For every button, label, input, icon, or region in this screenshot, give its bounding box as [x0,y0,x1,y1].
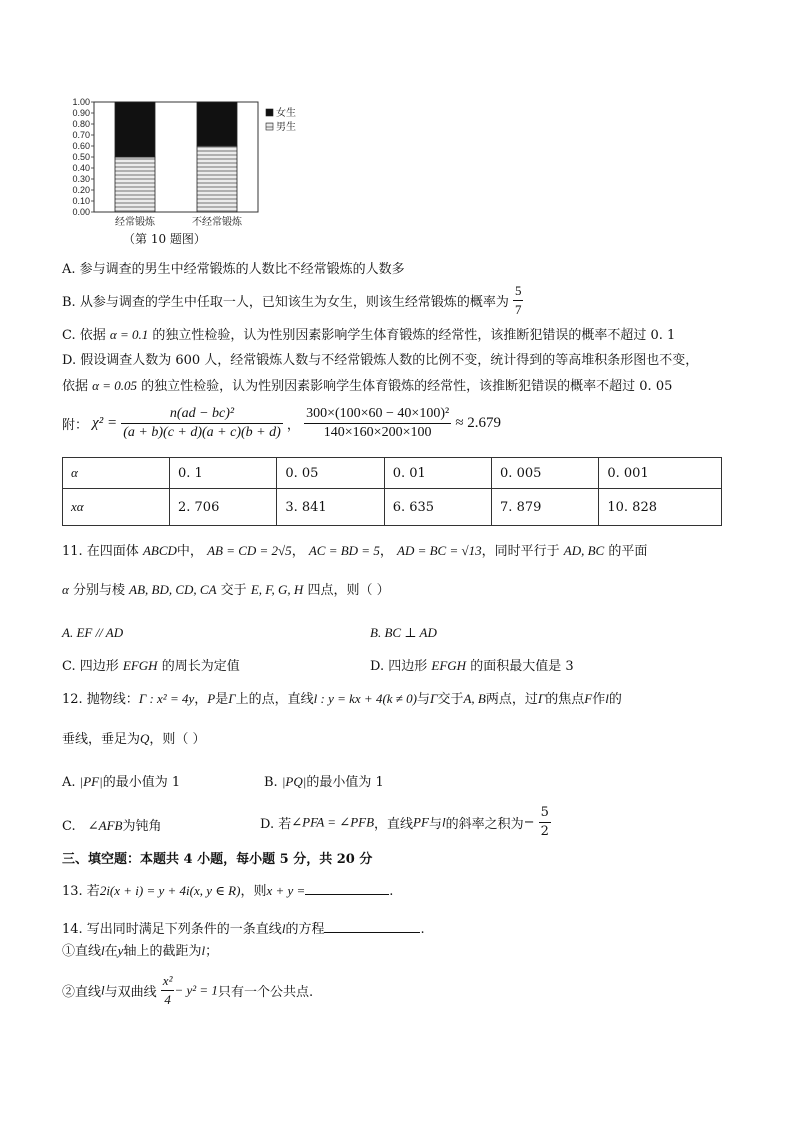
q12-option-b [264,771,384,790]
q14-math: l [101,943,105,958]
q13-stem [62,880,393,899]
q12-text: 的最小值为 1 [102,775,181,790]
q13-math: 2i(x + i) = y + 4i(x, y ∈ R) [99,883,241,898]
q14-math: l [101,982,105,998]
calc-denominator: 140×160×200×100 [323,425,432,440]
q10-option-b-text: B. 从参与调查的学生中任取一人，已知该生为女生，则该生经常锻炼的概率为 [62,295,509,310]
table-row [63,489,722,526]
q11-text: ， [291,544,305,559]
q11-math: AB = CD = 2√5 [207,543,292,558]
section-heading: 三、填空题：本题共 4 小题，每小题 5 分，共 20 分 [62,852,373,867]
q11-option-a: A. EF // AD [62,625,124,640]
q10-option-c-math: α = 0.1 [109,327,149,342]
chi-square-numerator: n(ad − bc)² [121,405,283,424]
q14-condition-1 [62,940,218,959]
q14-text: 14. 写出同时满足下列条件的一条直线 [62,922,282,937]
bar-segment-男生 [115,157,155,212]
q11-math: AC = BD = 5 [308,543,380,558]
q12-math: Γ [430,691,438,706]
q11-math: E, F, G, H [250,582,304,597]
q10-option-c-pre: C. 依据 [62,328,106,343]
table-cell: 7. 879 [492,489,599,526]
q12-option-c [62,815,162,834]
q12-option-d [260,804,551,841]
y-tick-label: 0.70 [72,130,90,140]
q12-math: Γ [537,691,546,706]
q12-math: PF [413,814,429,830]
q13-text: 13. 若 [62,884,100,899]
table-cell: 2. 706 [170,489,277,526]
y-tick-label: 0.80 [72,119,90,129]
q11-text: 的平面 [608,544,648,559]
table-cell: 0. 001 [599,458,722,489]
fraction-denominator: 7 [514,302,522,317]
legend-swatch [266,123,273,130]
fraction-numerator: 5 [513,282,524,301]
q14-text: 的方程 [285,922,325,937]
appendix-label: 附： [62,418,89,433]
q11-text: 11. 在四面体 [62,544,139,559]
q12-text: 12. 抛物线： [62,692,139,707]
y-tick-label: 0.90 [72,108,90,118]
q10-option-b-fraction [513,282,524,319]
q12-math: l [441,814,446,830]
q14-math: − y² = 1 [174,982,218,998]
q12-math: ∠AFB [87,818,123,833]
table-cell: 0. 01 [384,458,491,489]
y-tick-label: 1.00 [72,97,90,107]
q10-option-c [62,324,675,343]
q11-math: AB, BD, CD, CA [129,582,217,597]
table-row [63,458,722,489]
legend-label: 女生 [276,108,296,119]
q12-math: |PQ| [281,774,307,789]
q10-option-d-post: 的独立性检验，认为性别因素影响学生体育锻炼的经常性，该推断犯错误的概率不超过 0. 05 [141,379,673,394]
q10-option-d-pre: 依据 [62,379,89,394]
q13-math: x + y = [266,883,306,898]
hyperbola-fraction [161,972,175,1009]
q12-text: 交于 [437,692,464,707]
q12-math: − [523,815,535,830]
q12-option-a [62,771,180,790]
y-tick-label: 0.20 [72,185,90,195]
q10-option-b [62,282,523,319]
q14-text: 轴上的截距为 [123,944,202,959]
q14-math: l [201,943,206,958]
y-tick-label: 0.40 [72,163,90,173]
q13-text: . [389,884,394,899]
q12-text: ，直线 [374,817,414,832]
stacked-bar-chart [58,94,358,244]
q12-math: |PF| [79,774,103,789]
q12-math: Γ [228,691,236,706]
q12-text: C. [62,819,76,834]
q10-option-d-line2 [62,375,672,394]
x-tick-label: 经常锻炼 [115,217,155,228]
q12-text: 作 [592,692,606,707]
y-tick-label: 0.30 [72,174,90,184]
q11-text: 分别与棱 [72,583,125,598]
q11-math: EFGH [431,658,467,673]
bar-segment-男生 [197,146,237,212]
fraction-denominator: 4 [164,992,171,1007]
q14-text: . [420,922,425,937]
q12-text: 的斜率之积为 [445,817,524,832]
q12-text: 的最小值为 1 [306,775,384,790]
q12-text: 为钝角 [122,819,162,834]
q12-math: Γ : x² = 4y [138,691,195,706]
q11-math: α [62,582,69,597]
answer-blank[interactable] [305,882,389,895]
table-cell: 0. 005 [492,458,599,489]
q11-text: ， [379,544,393,559]
q11-text: 交于 [220,583,247,598]
q12-text: ，则（ ） [149,732,206,747]
q10-option-d-line1: D. 假设调查人数为 600 人，经常锻炼人数与不经常锻炼人数的比例不变，统计得到的等高堆积条形图也不变， [62,353,699,368]
chi-square-denominator: (a + b)(c + d)(a + c)(b + d) [123,425,281,440]
legend-label: 男生 [276,122,296,133]
q12-math: F [584,691,593,706]
q12-text: 两点，过 [485,692,538,707]
q14-text: 在 [104,944,118,959]
chi-square-calculation [304,405,451,442]
q12-math: l : y = kx + 4(k ≠ 0) [313,691,418,706]
chi-square-lhs: χ² = [92,415,118,431]
q14-condition-2 [62,972,313,1009]
q11-stem-line2 [62,579,390,598]
table-row-head: α [63,458,170,489]
q10-option-a: A. 参与调查的男生中经常锻炼的人数比不经常锻炼的人数多 [62,262,405,277]
q12-text: D. 若 [260,817,292,832]
q12-stem-line1 [62,688,622,707]
q12-text: 上的点，直线 [235,692,314,707]
q11-option-c [62,655,240,674]
q12-math: P [207,691,216,706]
q12-text: 的 [608,692,622,707]
q11-text: ，同时平行于 [481,544,560,559]
table-row-head: xα [63,489,170,526]
q12-math: l [605,691,609,706]
y-tick-label: 0.00 [72,207,90,217]
q10-option-d-math: α = 0.05 [92,378,138,393]
q14-text: ； [205,944,219,959]
q14-text: 与双曲线 [104,985,157,1000]
q12-math: Q [140,731,150,746]
q14-math: y [117,943,124,958]
chart-caption: （第 10 题图） [123,232,206,246]
chi-square-formula [121,405,283,442]
table-cell: 0. 05 [277,458,384,489]
q14-text: 只有一个公共点. [217,985,314,1000]
q11-text: 中， [176,544,203,559]
fraction-numerator: x² [161,972,175,991]
x-tick-label: 不经常锻炼 [192,217,242,228]
bar-segment-女生 [115,102,155,157]
q11-text: D. 四边形 [370,659,428,674]
q11-math: EFGH [122,658,158,673]
q12-text: 的焦点 [545,692,585,707]
q11-math: AD = BC = √13 [397,543,482,558]
q10-option-c-post: 的独立性检验，认为性别因素影响学生体育锻炼的经常性，该推断犯错误的概率不超过 0. 1 [152,328,676,343]
calc-result: ≈ 2.679 [455,415,502,431]
y-tick-label: 0.50 [72,152,90,162]
answer-blank[interactable] [324,920,420,933]
q12-text: B. [264,775,278,790]
q11-text: C. 四边形 [62,659,119,674]
critical-value-table [62,457,722,526]
legend-swatch [266,109,273,116]
fraction-numerator: 5 [539,804,551,823]
table-cell: 6. 635 [384,489,491,526]
q12-stem-line2 [62,728,206,747]
fraction-denominator: 2 [540,824,549,839]
q11-option-d [370,655,574,674]
q12-text: 与 [417,692,431,707]
q11-math: ABCD [142,543,177,558]
q11-text: 的面积最大值是 3 [470,659,574,674]
q14-stem [62,918,425,937]
q12-math: A, B [463,691,486,706]
q12-text: 垂线，垂足为 [62,732,141,747]
calc-numerator: 300×(100×60 − 40×100)² [304,405,451,424]
bar-segment-女生 [197,102,237,146]
q13-text: ，则 [240,884,267,899]
q12-text: ， [194,692,208,707]
q14-text: ①直线 [62,944,102,959]
table-cell: 3. 841 [277,489,384,526]
q10-appendix: 附： χ² = $\frac{\text{n(ad − bc)²}}{(a + b)(c + d)(a + c)(b + d)}$ ， $\frac{\text{300×(100×60 − 40×100)²}}{140\times 160\times 200\times 100}$ ≈ 2.679 [62,406,502,440]
q11-option-b: B. BC ⊥ AD [370,625,437,640]
q12-text: 与 [428,817,442,832]
y-tick-label: 0.10 [72,196,90,206]
q11-text: 四点，则（ ） [307,583,390,598]
q12-text: A. [62,775,76,790]
q12-option-d-fraction [539,804,551,841]
table-cell: 0. 1 [170,458,277,489]
q11-stem-line1 [62,540,647,559]
q14-text: ②直线 [62,985,102,1000]
q11-math: AD, BC [563,543,605,558]
q11-text: 的周长为定值 [161,659,240,674]
y-tick-label: 0.60 [72,141,90,151]
table-cell: 10. 828 [599,489,722,526]
q12-math: ∠PFA = ∠PFB [291,814,375,830]
q14-math: l [281,921,286,936]
q12-text: 是 [215,692,229,707]
